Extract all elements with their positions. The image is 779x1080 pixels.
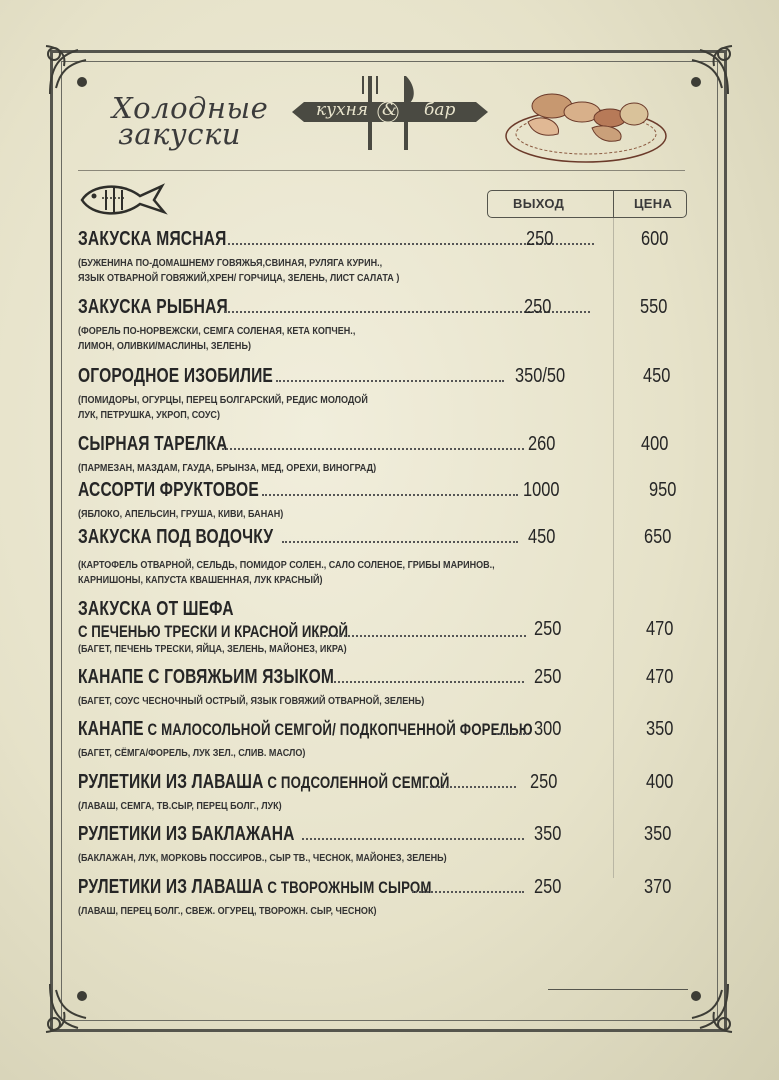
item-desc-line: (ПОМИДОРЫ, ОГУРЦЫ, ПЕРЕЦ БОЛГАРСКИЙ, РЕДИС МОЛОДОЙ	[78, 394, 368, 406]
corner-ornament-icon	[676, 42, 736, 102]
leader-dots	[276, 380, 504, 382]
logo-ampersand: &	[382, 100, 398, 120]
page-title	[112, 91, 292, 151]
item-price: 650	[644, 526, 672, 548]
item-desc-line: (БАГЕТ, СОУС ЧЕСНОЧНЫЙ ОСТРЫЙ, ЯЗЫК ГОВЯЖИЙ ОТВАРНОЙ, ЗЕЛЕНЬ)	[78, 695, 425, 707]
item-desc-line: (ЛАВАШ, СЕМГА, ТВ.СЫР, ПЕРЕЦ БОЛГ., ЛУК)	[78, 800, 282, 812]
item-name-sub: С ТВОРОЖНЫМ СЫРОМ	[263, 878, 432, 897]
leader-dots	[222, 448, 524, 450]
item-name: ОГОРОДНОЕ ИЗОБИЛИЕ	[78, 365, 273, 387]
item-desc-line: (ЯБЛОКО, АПЕЛЬСИН, ГРУША, КИВИ, БАНАН)	[78, 508, 284, 520]
item-desc-line: ЯЗЫК ОТВАРНОЙ ГОВЯЖИЙ,ХРЕН/ ГОРЧИЦА, ЗЕЛЕНЬ, ЛИСТ САЛАТА )	[78, 272, 400, 284]
item-name-main: РУЛЕТИКИ ИЗ ЛАВАША	[78, 771, 264, 793]
item-name	[78, 876, 432, 899]
logo-text-kitchen: кухня	[316, 100, 369, 120]
title-line-1: Холодные	[112, 91, 269, 125]
item-desc-line: (БАКЛАЖАН, ЛУК, МОРКОВЬ ПОССИРОВ., СЫР ТВ., ЧЕСНОК, МАЙОНЕЗ, ЗЕЛЕНЬ)	[78, 852, 447, 864]
menu-item	[78, 433, 690, 476]
item-yield: 350/50	[515, 365, 566, 387]
menu-item	[78, 666, 690, 709]
item-subtitle: С ПЕЧЕНЬЮ ТРЕСКИ И КРАСНОЙ ИКРОЙ	[78, 622, 348, 641]
item-name: РУЛЕТИКИ ИЗ БАКЛАЖАНА	[78, 823, 295, 845]
leader-dots	[302, 838, 524, 840]
header-divider	[78, 170, 685, 171]
item-desc-line: ЛУК, ПЕТРУШКА, УКРОП, СОУС)	[78, 409, 220, 421]
item-price: 470	[646, 618, 674, 640]
menu-item	[78, 479, 690, 522]
corner-ornament-icon	[676, 976, 736, 1036]
item-name: КАНАПЕ С ГОВЯЖЬИМ ЯЗЫКОМ	[78, 666, 335, 688]
item-price: 350	[644, 823, 672, 845]
menu-item	[78, 228, 690, 286]
item-price: 950	[649, 479, 677, 501]
item-price: 470	[646, 666, 674, 688]
footer-divider	[548, 989, 688, 990]
menu-item	[78, 771, 690, 814]
item-price: 350	[646, 718, 674, 740]
leader-dots	[426, 786, 516, 788]
menu-item	[78, 365, 690, 423]
menu-item	[78, 526, 690, 588]
leader-dots	[412, 891, 524, 893]
item-yield: 1000	[523, 479, 560, 501]
item-price: 370	[644, 876, 672, 898]
item-yield: 250	[526, 228, 554, 250]
item-yield: 250	[534, 618, 562, 640]
menu-item	[78, 823, 690, 866]
logo-text-bar: бар	[424, 100, 456, 120]
item-desc-line: (ЛАВАШ, ПЕРЕЦ БОЛГ., СВЕЖ. ОГУРЕЦ, ТВОРОЖН. СЫР, ЧЕСНОК)	[78, 905, 377, 917]
leader-dots	[262, 494, 518, 496]
menu-item	[78, 296, 690, 354]
item-name-sub: С ПОДСОЛЕННОЙ СЕМГОЙ	[263, 773, 450, 792]
item-yield: 250	[524, 296, 552, 318]
item-yield: 260	[528, 433, 556, 455]
item-name: ЗАКУСКА РЫБНАЯ	[78, 296, 228, 318]
item-desc-line: (БАГЕТ, ПЕЧЕНЬ ТРЕСКИ, ЯЙЦА, ЗЕЛЕНЬ, МАЙОНЕЗ, ИКРА)	[78, 643, 347, 655]
logo	[290, 72, 490, 152]
menu-item	[78, 718, 690, 761]
leader-dots	[316, 635, 526, 637]
dish-illustration-icon	[502, 82, 670, 168]
item-price: 400	[641, 433, 669, 455]
corner-ornament-icon	[42, 976, 102, 1036]
item-price: 450	[643, 365, 671, 387]
item-desc-line: КАРНИШОНЫ, КАПУСТА КВАШЕННАЯ, ЛУК КРАСНЫЙ)	[78, 574, 323, 586]
item-name	[78, 771, 450, 794]
item-name-sub: С МАЛОСОЛЬНОЙ СЕМГОЙ/ ПОДКОПЧЕННОЙ ФОРЕЛЬЮ	[143, 720, 533, 739]
item-desc-line: (БУЖЕНИНА ПО-ДОМАШНЕМУ ГОВЯЖЬЯ,СВИНАЯ, РУЛЯГА КУРИН.,	[78, 257, 383, 269]
item-name-main: КАНАПЕ	[78, 718, 144, 740]
item-name	[78, 718, 533, 741]
menu-item	[78, 598, 690, 657]
item-yield: 250	[534, 666, 562, 688]
item-name: ЗАКУСКА ПОД ВОДОЧКУ	[78, 526, 274, 548]
item-yield: 300	[534, 718, 562, 740]
item-name: АССОРТИ ФРУКТОВОЕ	[78, 479, 259, 501]
fish-icon	[78, 178, 168, 220]
item-name: ЗАКУСКА ОТ ШЕФА	[78, 598, 234, 620]
title-line-2: закуски	[118, 117, 241, 151]
item-desc-line: (БАГЕТ, СЁМГА/ФОРЕЛЬ, ЛУК ЗЕЛ., СЛИВ. МАСЛО)	[78, 747, 306, 759]
item-name: СЫРНАЯ ТАРЕЛКА	[78, 433, 228, 455]
item-desc-line: (ПАРМЕЗАН, МАЗДАМ, ГАУДА, БРЫНЗА, МЕД, ОРЕХИ, ВИНОГРАД)	[78, 462, 377, 474]
item-yield: 450	[528, 526, 556, 548]
column-header-yield: ВЫХОД	[513, 196, 565, 211]
item-desc-line: (КАРТОФЕЛЬ ОТВАРНОЙ, СЕЛЬДЬ, ПОМИДОР СОЛЕН., САЛО СОЛЕНОЕ, ГРИБЫ МАРИНОВ.,	[78, 559, 495, 571]
item-name-main: РУЛЕТИКИ ИЗ ЛАВАША	[78, 876, 264, 898]
item-desc-line: (ФОРЕЛЬ ПО-НОРВЕЖСКИ, СЕМГА СОЛЕНАЯ, КЕТА КОПЧЕН.,	[78, 325, 356, 337]
column-header-price: ЦЕНА	[634, 196, 673, 211]
leader-dots	[496, 733, 528, 735]
item-price: 550	[640, 296, 668, 318]
item-name: ЗАКУСКА МЯСНАЯ	[78, 228, 227, 250]
leader-dots	[282, 541, 518, 543]
item-yield: 250	[534, 876, 562, 898]
item-desc-line: ЛИМОН, ОЛИВКИ/МАСЛИНЫ, ЗЕЛЕНЬ)	[78, 340, 251, 352]
leader-dots	[334, 681, 524, 683]
item-price: 400	[646, 771, 674, 793]
item-yield: 350	[534, 823, 562, 845]
item-price: 600	[641, 228, 669, 250]
item-yield: 250	[530, 771, 558, 793]
menu-item	[78, 876, 690, 919]
corner-ornament-icon	[42, 42, 102, 102]
column-header-divider	[613, 190, 614, 218]
